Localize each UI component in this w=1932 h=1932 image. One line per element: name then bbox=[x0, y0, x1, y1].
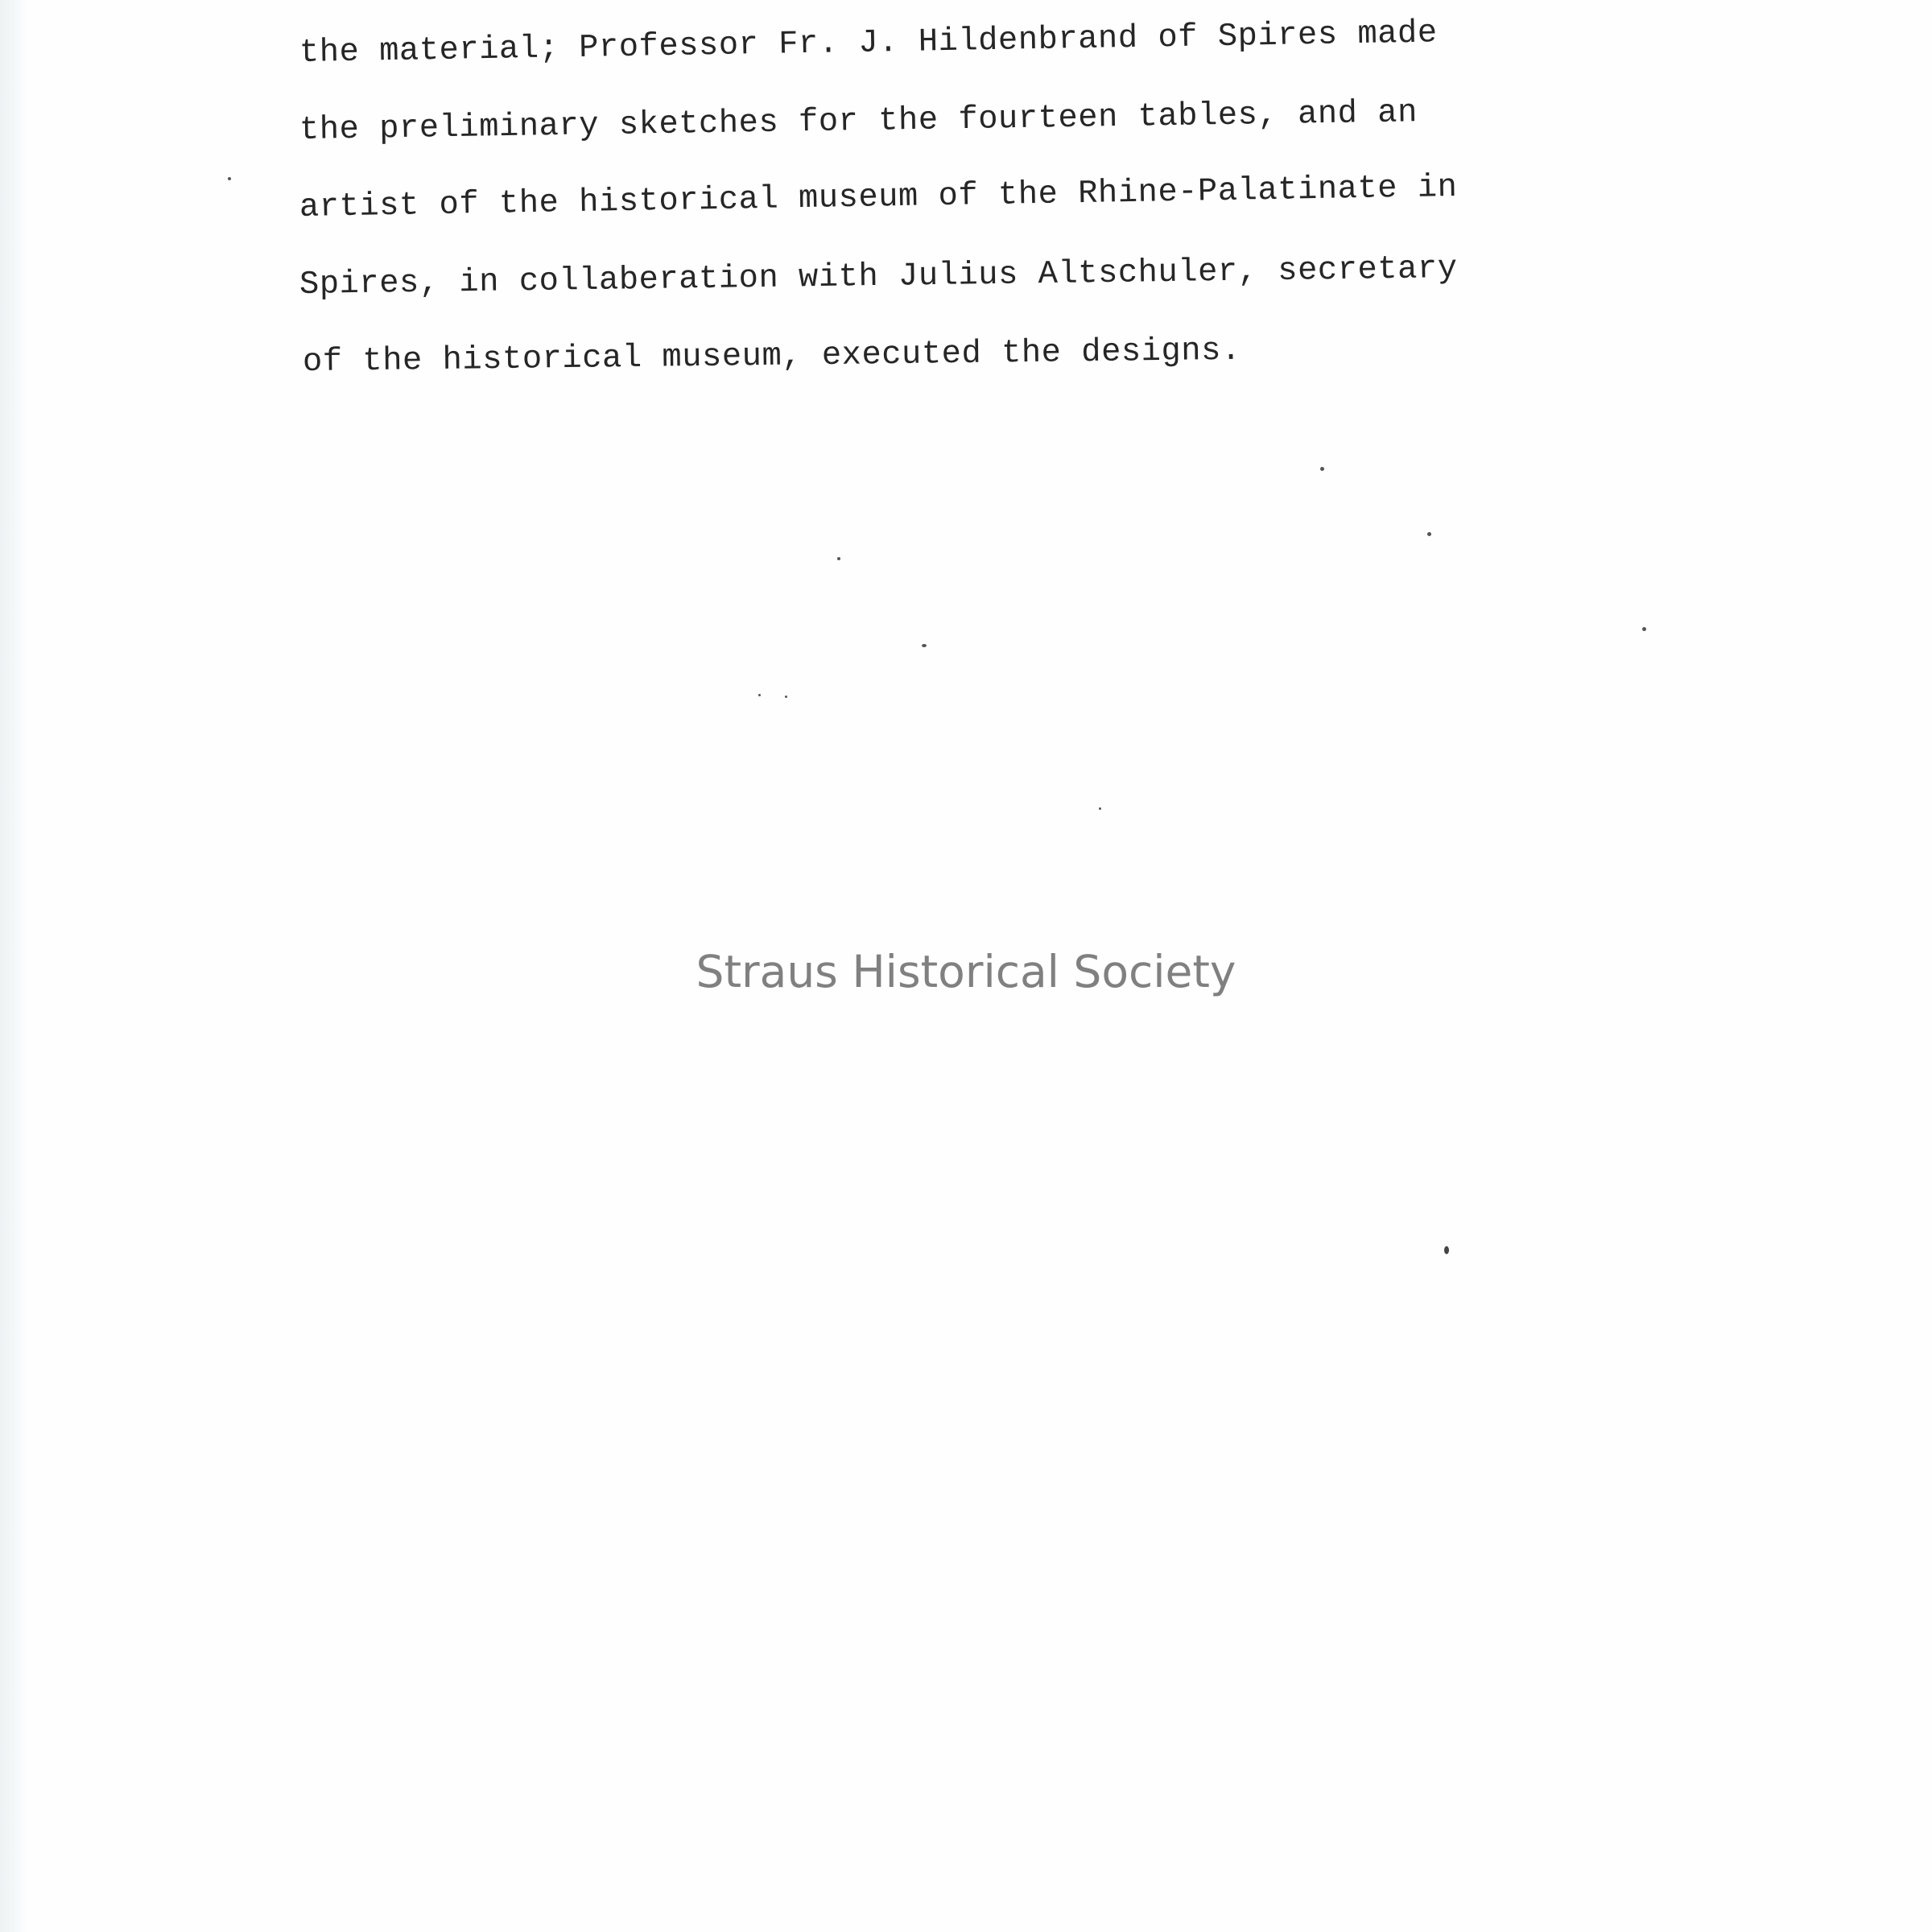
scan-speck bbox=[1444, 1246, 1449, 1254]
scan-speck bbox=[1320, 467, 1324, 471]
scan-speck bbox=[785, 696, 787, 698]
typed-line: of the historical museum, executed the designs. bbox=[302, 332, 1241, 381]
scan-speck bbox=[1427, 532, 1431, 536]
scan-speck bbox=[1642, 627, 1646, 631]
scan-speck bbox=[1099, 807, 1101, 810]
watermark-text: Straus Historical Society bbox=[696, 946, 1236, 997]
typed-line: the material; Professor Fr. J. Hildenbrand of Spires made bbox=[299, 14, 1439, 72]
scan-speck bbox=[758, 694, 761, 696]
typed-line: Spires, in collaberation with Julius Altschuler, secretary bbox=[299, 250, 1458, 303]
scan-speck bbox=[228, 177, 231, 180]
scan-speck bbox=[922, 644, 927, 647]
typed-line: the preliminary sketches for the fourteen tables, and an bbox=[299, 94, 1418, 149]
scan-speck bbox=[837, 557, 840, 560]
typed-line: artist of the historical museum of the Rhine-Palatinate in bbox=[299, 168, 1458, 226]
